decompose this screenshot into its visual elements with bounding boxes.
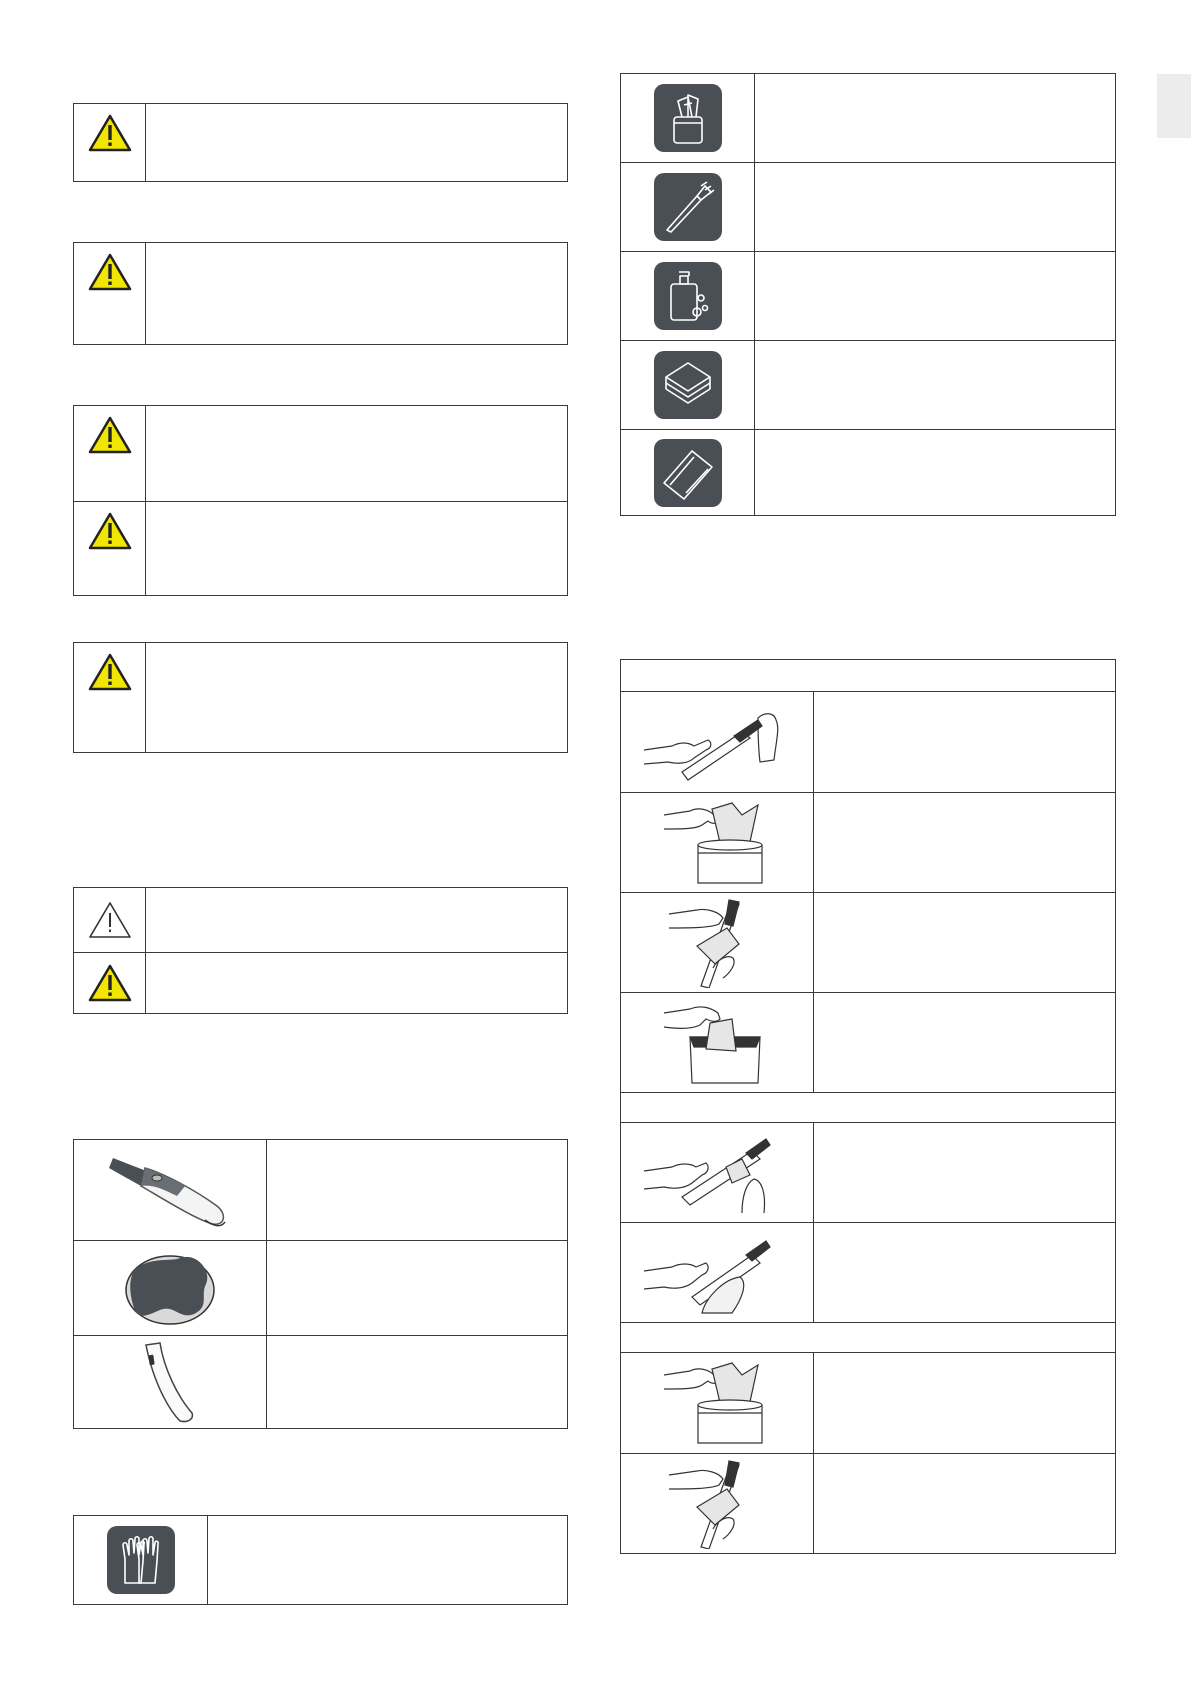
gloves-icon-cell [74,1516,208,1604]
scanner-tip-pad-image [120,1248,220,1328]
procedure-table [620,659,1116,1554]
gloves-icon [107,1526,175,1594]
supply-icon-cell [621,430,755,515]
step-image-cell [621,893,814,992]
warning-icon-cell [74,406,146,501]
warning-box-4 [73,642,568,753]
step-text [814,793,1115,892]
part-image-cell [74,1241,267,1335]
wipes-canister-icon [654,84,722,152]
procedure-section-header [621,660,1115,692]
step-text [814,1454,1115,1553]
warning-text [146,104,567,181]
warning-text [146,243,567,344]
warning-text [146,953,567,1013]
warning-icon-cell [74,104,146,181]
supply-icon-cell [621,341,755,429]
wipe-packet-icon [654,439,722,507]
step-image-cell [621,1223,814,1322]
supply-text [755,252,1115,340]
warning-icon [88,653,132,691]
supply-text [755,430,1115,515]
procedure-section-header [621,1322,1115,1353]
hand-wiping-scanner-tip-image [667,898,767,988]
step-image-cell [621,1454,814,1553]
supply-text [755,74,1115,162]
supplies-table [620,73,1116,516]
brush-icon [654,173,722,241]
side-tab-marker [1157,74,1191,138]
supply-icon-cell [621,74,755,162]
step-text [814,1223,1115,1322]
part-image-cell [74,1336,267,1428]
step-image-cell [621,1123,814,1222]
soap-bottle-icon [654,262,722,330]
step-text [814,1353,1115,1453]
warning-icon-cell [74,243,146,344]
hand-taking-wipe-from-canister-image [662,801,772,885]
warning-icon-cell [74,643,146,752]
caution-icon [88,901,132,939]
step-text [814,1123,1115,1222]
caution-icon-cell [74,888,146,952]
hand-discarding-wipe-in-bin-image [662,1001,772,1085]
gloves-text [208,1516,567,1604]
part-description [267,1140,567,1240]
warning-icon [88,964,132,1002]
warning-box-1 [73,103,568,182]
supply-text [755,341,1115,429]
cloth-stack-icon [654,351,722,419]
step-text [814,692,1115,792]
step-image-cell [621,793,814,892]
step-image-cell [621,1353,814,1453]
warning-text [146,406,567,501]
scanner-tip-cap-image [130,1339,210,1425]
scanner-handpiece-image [105,1146,235,1234]
hand-taking-wipe-from-canister-image [662,1361,772,1445]
part-description [267,1241,567,1335]
supply-icon-cell [621,252,755,340]
step-text [814,893,1115,992]
warning-box-3 [73,405,568,596]
step-image-cell [621,993,814,1092]
hand-wiping-scanner-tip-image [667,1459,767,1549]
warning-icon [88,114,132,152]
warning-icon [88,416,132,454]
warning-icon-cell [74,953,146,1013]
warning-icon-cell [74,502,146,595]
warning-text [146,502,567,595]
supply-text [755,163,1115,251]
supply-icon-cell [621,163,755,251]
part-description [267,1336,567,1428]
warning-icon [88,253,132,291]
parts-table [73,1139,568,1429]
warning-text [146,643,567,752]
step-image-cell [621,692,814,792]
gloves-table [73,1515,568,1605]
part-image-cell [74,1140,267,1240]
warning-box-2 [73,242,568,345]
hands-holding-scanner-and-cloth-image [642,702,792,782]
caution-box [73,887,568,1014]
hands-drying-scanner-image [642,1231,792,1315]
step-text [814,993,1115,1092]
hands-wiping-scanner-body-image [642,1131,792,1215]
caution-text [146,888,567,952]
procedure-section-header [621,1092,1115,1123]
warning-icon [88,512,132,550]
